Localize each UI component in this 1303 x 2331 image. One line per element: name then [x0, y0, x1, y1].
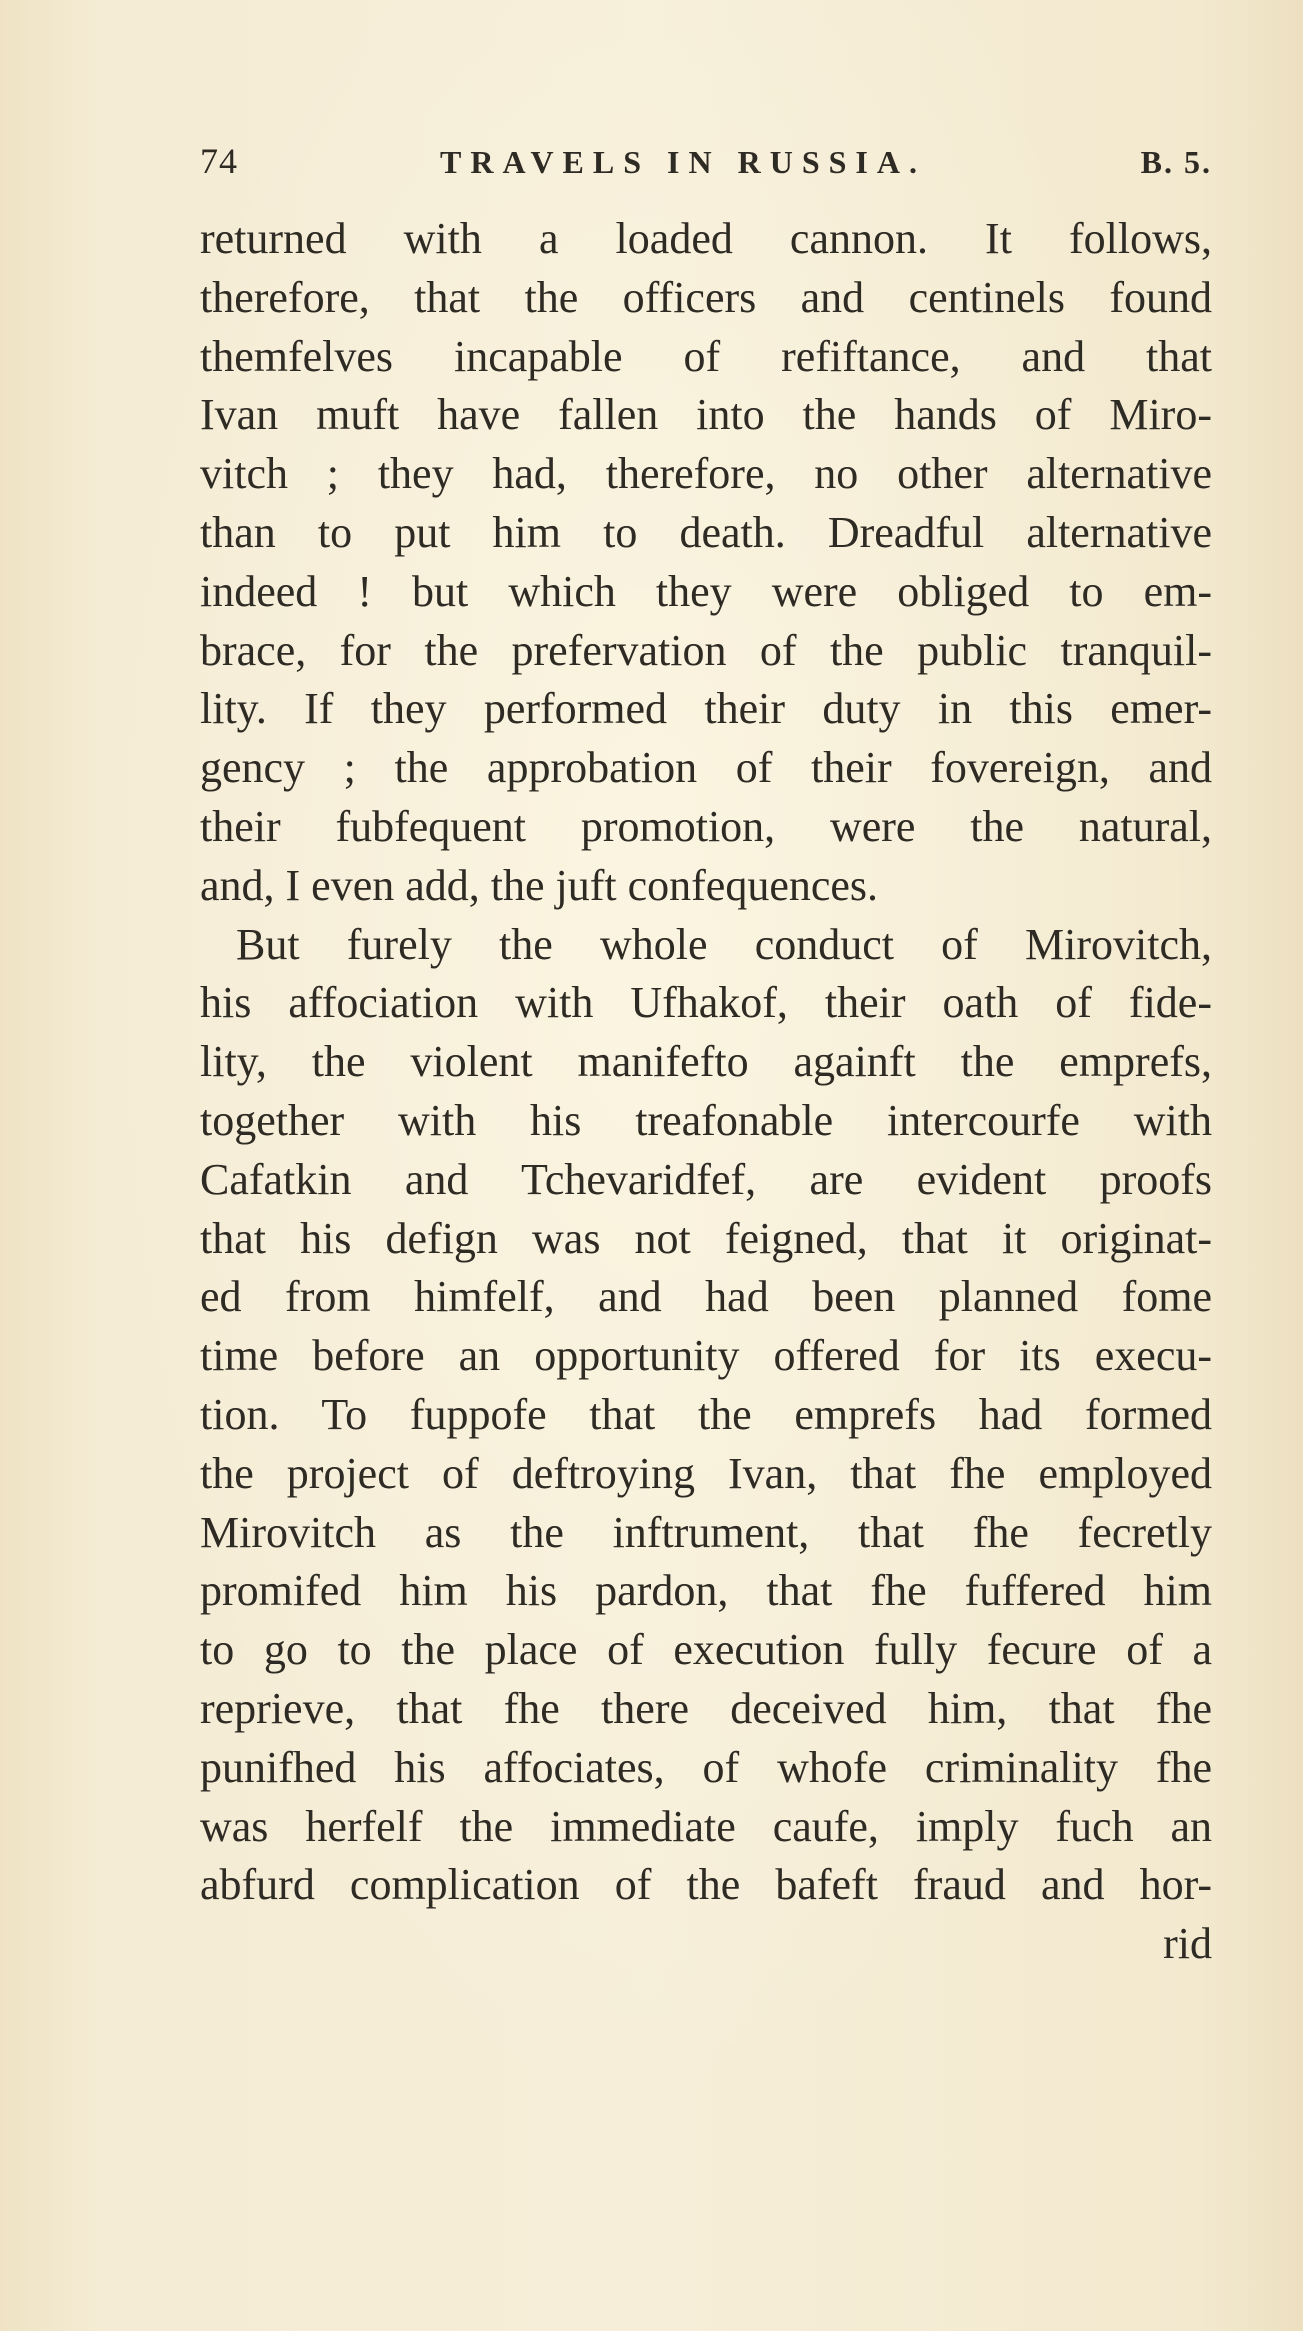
text-line: therefore, that the officers and centinels found [200, 272, 1212, 322]
text-line: promifed him his pardon, that fhe fuffered him [200, 1566, 1212, 1616]
text-line: indeed ! but which they were obliged to em- [200, 566, 1212, 616]
text-line: vitch ; they had, therefore, no other alternative [200, 449, 1212, 499]
text-line: Ivan muft have fallen into the hands of Miro- [200, 390, 1212, 440]
text-line: that his defign was not feigned, that it originat- [200, 1213, 1212, 1263]
text-line: his affociation with Ufhakof, their oath of fide- [200, 978, 1212, 1028]
text-line: Cafatkin and Tchevaridfef, are evident proofs [200, 1154, 1212, 1204]
text-line: themfelves incapable of refiftance, and that [200, 331, 1212, 381]
text-line: Mirovitch as the inftrument, that fhe fecretly [200, 1507, 1212, 1557]
text-line: time before an opportunity offered for its execu- [200, 1331, 1212, 1381]
text-line: the project of deftroying Ivan, that fhe employed [200, 1448, 1212, 1498]
paragraph-start-line: But furely the whole conduct of Mirovitch, [236, 919, 1212, 969]
text-line: ed from himfelf, and had been planned fome [200, 1272, 1212, 1322]
text-line: their fubfequent promotion, were the natural, [200, 801, 1212, 851]
text-line: together with his treafonable intercourfe with [200, 1095, 1212, 1145]
text-line: brace, for the prefervation of the public tranquil- [200, 625, 1212, 675]
page-number: 74 [200, 141, 238, 181]
text-line: reprieve, that fhe there deceived him, that fhe [200, 1683, 1212, 1733]
running-head [200, 140, 1212, 190]
text-line: gency ; the approbation of their fovereign, and [200, 743, 1212, 793]
text-line: to go to the place of execution fully fecure of a [200, 1625, 1212, 1675]
text-line: punifhed his affociates, of whofe criminality fhe [200, 1742, 1212, 1792]
catchword: rid [1163, 1919, 1212, 1969]
text-line: than to put him to death. Dreadful alternative [200, 507, 1212, 557]
running-title: TRAVELS IN RUSSIA. [440, 144, 926, 180]
text-line: lity, the violent manifefto againft the emprefs, [200, 1037, 1212, 1087]
text-line: returned with a loaded cannon. It follows, [200, 214, 1212, 263]
text-line: was herfelf the immediate caufe, imply fuch an [200, 1801, 1212, 1851]
book-reference: B. 5. [1140, 144, 1212, 180]
text-line: abfurd complication of the bafeft fraud and hor- [200, 1860, 1212, 1910]
text-line: lity. If they performed their duty in this emer- [200, 684, 1212, 734]
body-text [200, 210, 1212, 1974]
text-line: and, I even add, the juft confequences. [200, 860, 879, 910]
text-line: tion. To fuppofe that the emprefs had formed [200, 1389, 1212, 1439]
